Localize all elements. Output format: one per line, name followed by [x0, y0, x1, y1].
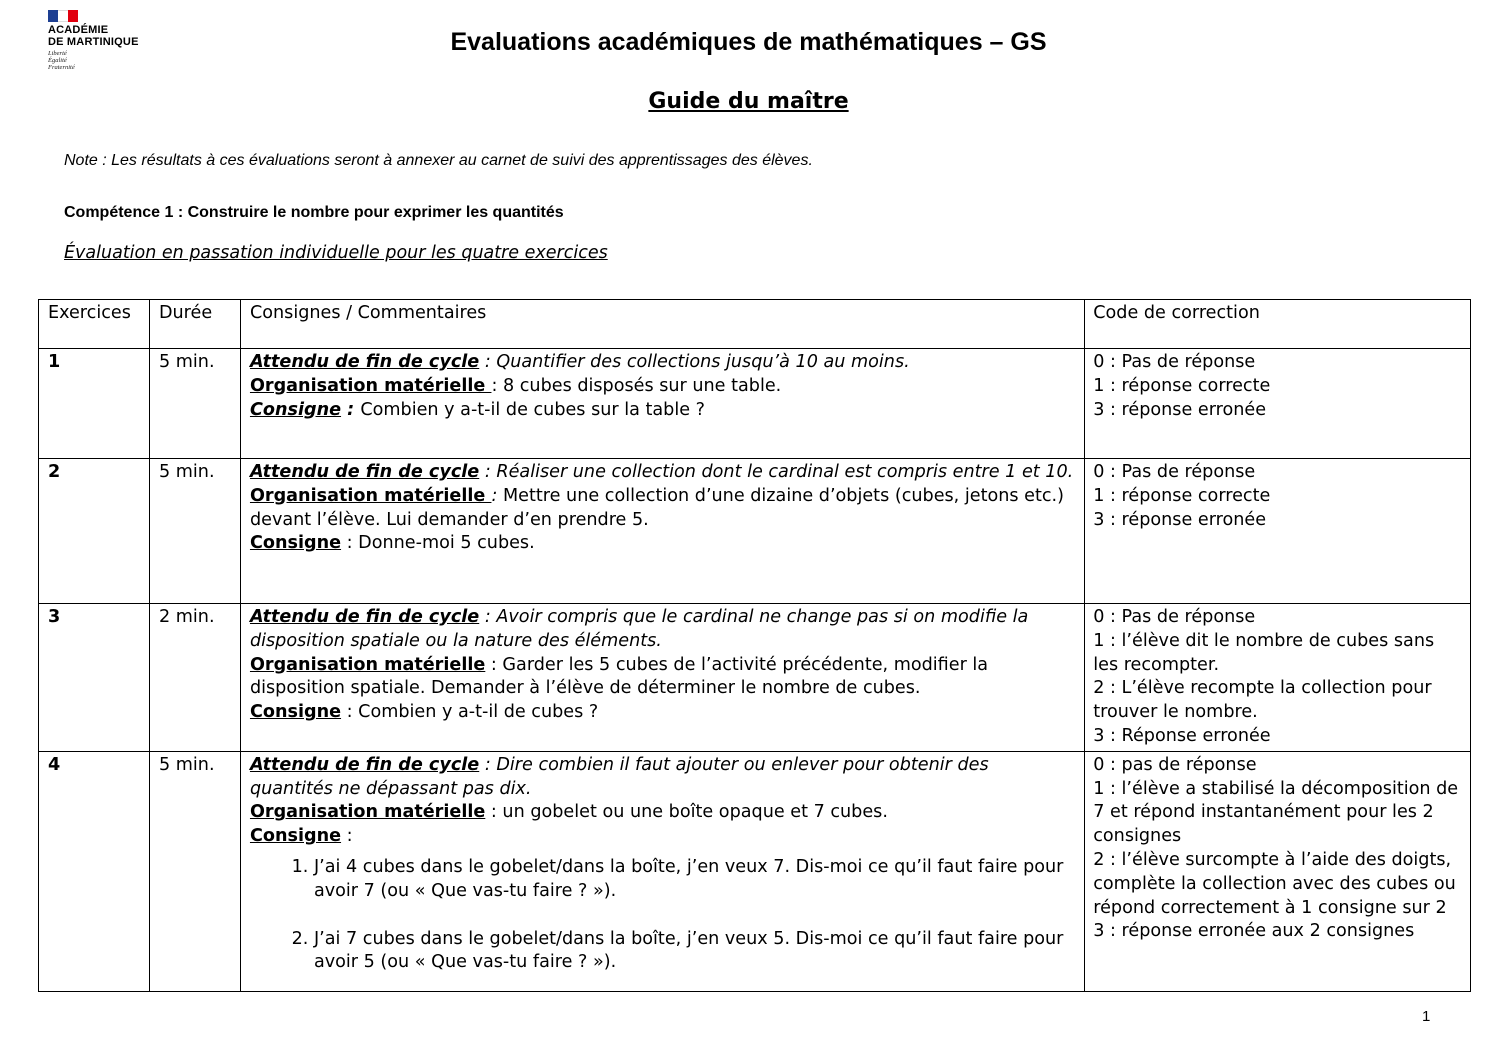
correction-codes	[1085, 349, 1471, 459]
exercise-number: 2	[39, 459, 150, 604]
orga-sep: :	[491, 485, 503, 506]
correction-codes	[1085, 459, 1471, 604]
logo-name-line1: ACADÉMIE	[48, 24, 109, 36]
consigne-text: :	[341, 826, 353, 847]
consigne-label: Consigne	[249, 702, 342, 723]
exercise-number: 3	[39, 604, 150, 752]
code-line: 1 : réponse correcte	[1093, 485, 1271, 506]
consigne-label: Consigne	[249, 399, 342, 420]
attendu-text: Réaliser une collection dont le cardinal est compris entre 1 et 10.	[496, 462, 1074, 482]
table-row	[39, 604, 1471, 752]
consigne-text: : Donne-moi 5 cubes.	[341, 533, 535, 554]
orga-label: Organisation matérielle	[249, 375, 492, 396]
page-title: Evaluations académiques de mathématiques – GS	[450, 28, 1047, 56]
table-row	[39, 459, 1471, 604]
list-item: 1. J’ai 4 cubes dans le gobelet/dans la boîte, j’en veux 7. Dis-moi ce qu’il faut faire pour avoir 7 (ou « Que vas-tu faire ? »).	[314, 856, 1075, 904]
consigne-label: Consigne	[249, 533, 342, 554]
exercise-number: 4	[39, 751, 150, 991]
attendu-text: Quantifier des collections jusqu’à 10 au moins.	[496, 352, 910, 372]
code-line: 3 : Réponse erronée	[1093, 725, 1271, 746]
code-line: 1 : l’élève a stabilisé la décomposition de 7 et répond instantanément pour les 2 consignes	[1093, 778, 1459, 847]
attendu-sep: :	[479, 754, 497, 775]
attendu-sep: :	[479, 462, 497, 482]
orga-text: : Garder les 5 cubes de l’activité précédente, modifier la disposition spatiale. Demander à l’élève de déterminer le nombre de cubes.	[249, 654, 989, 699]
orga-label: Organisation matérielle	[249, 802, 486, 823]
note-text: Note : Les résultats à ces évaluations seront à annexer au carnet de suivi des apprentissages des élèves.	[64, 152, 813, 169]
french-flag-icon	[48, 10, 78, 22]
orga-label: Organisation matérielle	[249, 485, 492, 506]
code-line: 0 : Pas de réponse	[1093, 352, 1256, 372]
exercise-duration: 5 min.	[149, 751, 240, 991]
logo-motto-1: Liberté	[48, 50, 67, 57]
exercise-duration: 5 min.	[149, 349, 240, 459]
code-line: 0 : Pas de réponse	[1093, 462, 1256, 482]
consigne-sep: :	[341, 399, 361, 420]
exercise-number: 1	[39, 349, 150, 459]
header-consignes: Consignes / Commentaires	[240, 300, 1084, 349]
orga-text: Mettre une collection d’une dizaine d’objets (cubes, jetons etc.) devant l’élève. Lui demander d’en prendre 5.	[249, 485, 1065, 530]
attendu-sep: :	[479, 352, 497, 372]
header-duree: Durée	[149, 300, 240, 349]
code-line: 2 : L’élève recompte la collection pour trouver le nombre.	[1093, 678, 1432, 723]
header-exercices: Exercices	[39, 300, 150, 349]
correction-codes	[1085, 751, 1471, 991]
consigne-list	[314, 856, 1075, 975]
code-line: 3 : réponse erronée	[1093, 399, 1267, 420]
header-code: Code de correction	[1085, 300, 1471, 349]
attendu-label: Attendu de fin de cycle	[249, 352, 480, 372]
page-number: 1	[1422, 1008, 1431, 1025]
exercise-instructions	[240, 459, 1084, 604]
attendu-text: Avoir compris que le cardinal ne change pas si on modifie la disposition spatiale ou la nature des éléments.	[249, 607, 1029, 651]
code-line: 1 : l’élève dit le nombre de cubes sans les recompter.	[1093, 630, 1435, 675]
exercise-instructions	[240, 349, 1084, 459]
code-line: 1 : réponse correcte	[1093, 375, 1271, 396]
code-line: 3 : réponse erronée	[1093, 509, 1267, 530]
attendu-label: Attendu de fin de cycle	[249, 754, 480, 775]
consigne-label: Consigne	[249, 826, 342, 847]
orga-text: : un gobelet ou une boîte opaque et 7 cubes.	[485, 802, 888, 823]
list-item: 2. J’ai 7 cubes dans le gobelet/dans la boîte, j’en veux 5. Dis-moi ce qu’il faut faire pour avoir 5 (ou « Que vas-tu faire ? »).	[314, 928, 1075, 976]
code-line: 0 : Pas de réponse	[1093, 607, 1256, 627]
logo-motto-3: Fraternité	[48, 64, 75, 71]
exercise-instructions	[240, 604, 1084, 752]
exercises-table	[38, 299, 1471, 992]
competence-heading: Compétence 1 : Construire le nombre pour exprimer les quantités	[64, 204, 564, 221]
exercise-duration: 2 min.	[149, 604, 240, 752]
orga-text: : 8 cubes disposés sur une table.	[491, 375, 782, 396]
attendu-label: Attendu de fin de cycle	[249, 607, 480, 627]
evaluation-mode: Évaluation en passation individuelle pour les quatre exercices	[64, 243, 608, 263]
exercise-instructions	[240, 751, 1084, 991]
table-row	[39, 751, 1471, 991]
page-subtitle: Guide du maître	[648, 89, 849, 114]
correction-codes	[1085, 604, 1471, 752]
attendu-label: Attendu de fin de cycle	[249, 462, 480, 482]
code-line: 0 : pas de réponse	[1093, 754, 1257, 775]
table-header-row	[39, 300, 1471, 349]
code-line: 2 : l’élève surcompte à l’aide des doigts, complète la collection avec des cubes ou répond correctement à 1 consigne sur 2	[1093, 849, 1456, 918]
logo-motto-2: Égalité	[48, 57, 67, 64]
table-row	[39, 349, 1471, 459]
logo-name-line2: DE MARTINIQUE	[48, 36, 139, 48]
attendu-text: Dire combien il faut ajouter ou enlever pour obtenir des quantités ne dépassant pas dix.	[249, 754, 989, 799]
consigne-text: Combien y a-t-il de cubes sur la table ?	[360, 399, 705, 420]
attendu-sep: :	[479, 607, 497, 627]
consigne-text: : Combien y a-t-il de cubes ?	[341, 702, 599, 723]
orga-label: Organisation matérielle	[249, 654, 486, 675]
exercise-duration: 5 min.	[149, 459, 240, 604]
code-line: 3 : réponse erronée aux 2 consignes	[1093, 921, 1415, 942]
